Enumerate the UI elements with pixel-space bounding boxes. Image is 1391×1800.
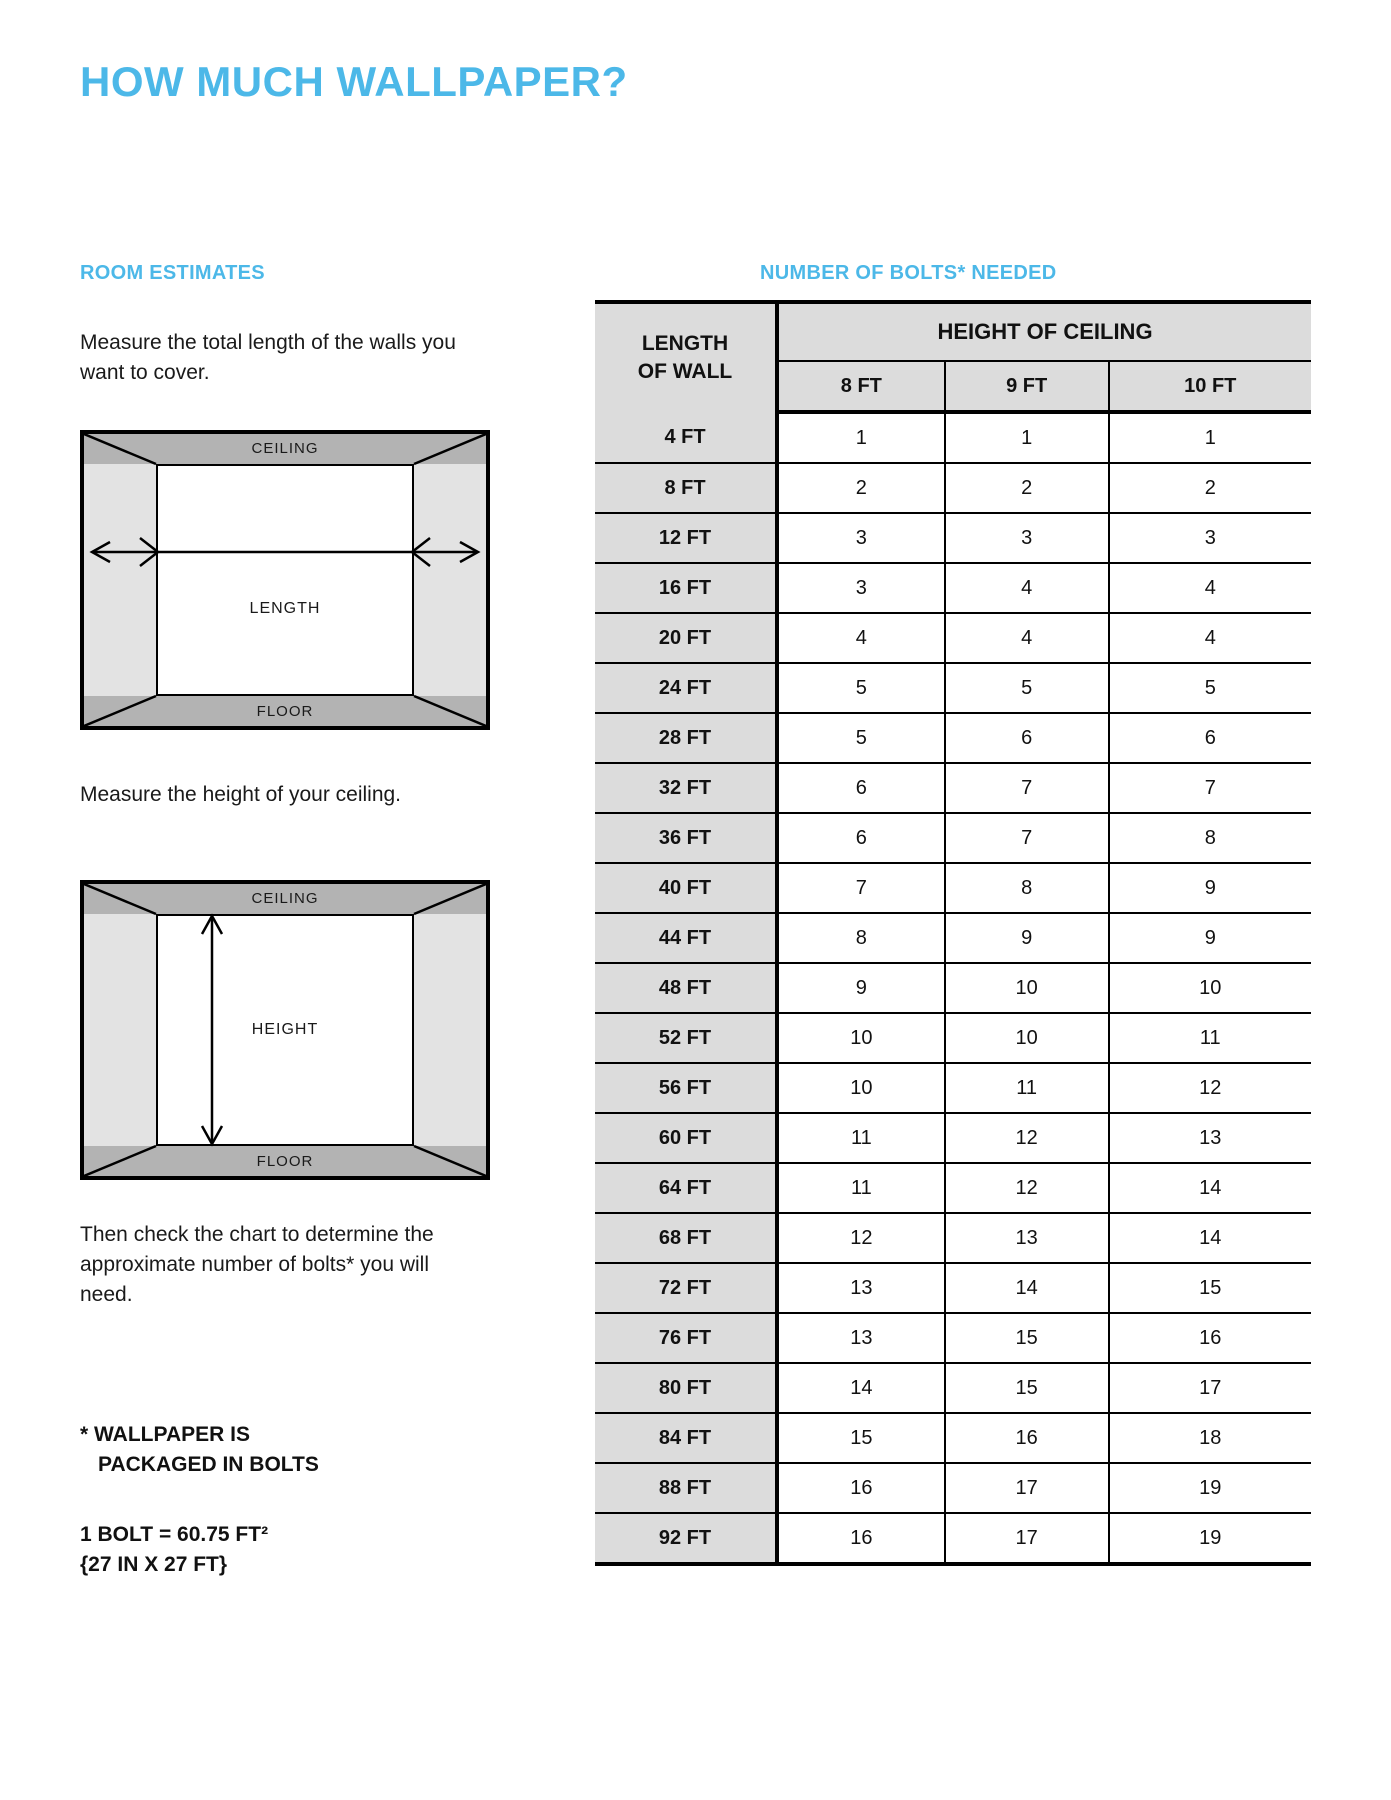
bolts-cell: 7 bbox=[945, 763, 1109, 813]
row-label-length: 8 FT bbox=[595, 463, 777, 513]
row-label-length: 76 FT bbox=[595, 1313, 777, 1363]
bolts-cell: 11 bbox=[777, 1163, 945, 1213]
table-row bbox=[595, 1213, 1311, 1263]
row-label-length: 20 FT bbox=[595, 613, 777, 663]
bolts-cell: 17 bbox=[945, 1463, 1109, 1513]
row-label-length: 88 FT bbox=[595, 1463, 777, 1513]
bolts-cell: 10 bbox=[1109, 963, 1311, 1013]
bolts-cell: 5 bbox=[945, 663, 1109, 713]
room-diagram-height bbox=[80, 880, 490, 1180]
instruction-measure-height: Measure the height of your ceiling. bbox=[80, 783, 402, 806]
bolts-cell: 10 bbox=[777, 1013, 945, 1063]
bolts-cell: 6 bbox=[777, 813, 945, 863]
table-row bbox=[595, 863, 1311, 913]
bolts-cell: 15 bbox=[777, 1413, 945, 1463]
height-dimension-label: HEIGHT bbox=[251, 1021, 319, 1038]
bolts-cell: 1 bbox=[945, 412, 1109, 463]
bolts-cell: 14 bbox=[945, 1263, 1109, 1313]
table-row bbox=[595, 613, 1311, 663]
bolts-cell: 15 bbox=[1109, 1263, 1311, 1313]
table-row bbox=[595, 412, 1311, 463]
table-row bbox=[595, 1113, 1311, 1163]
row-label-length: 60 FT bbox=[595, 1113, 777, 1163]
perspective-lines-icon bbox=[84, 434, 486, 726]
row-label-length: 72 FT bbox=[595, 1263, 777, 1313]
table-row bbox=[595, 513, 1311, 563]
bolt-area-line: 1 BOLT = 60.75 FT² bbox=[80, 1523, 269, 1546]
bolts-cell: 4 bbox=[777, 613, 945, 663]
page-title: HOW MUCH WALLPAPER? bbox=[80, 58, 628, 105]
bolts-cell: 14 bbox=[1109, 1213, 1311, 1263]
ceiling-label: CEILING bbox=[251, 890, 319, 907]
bolts-cell: 16 bbox=[1109, 1313, 1311, 1363]
length-of-wall-line1: LENGTH bbox=[641, 332, 729, 355]
table-row bbox=[595, 1363, 1311, 1413]
bolts-cell: 9 bbox=[777, 963, 945, 1013]
table-row bbox=[595, 1263, 1311, 1313]
table-row bbox=[595, 1413, 1311, 1463]
bolts-cell: 10 bbox=[777, 1063, 945, 1113]
row-label-length: 32 FT bbox=[595, 763, 777, 813]
table-row bbox=[595, 463, 1311, 513]
bolts-cell: 1 bbox=[1109, 412, 1311, 463]
bolts-cell: 17 bbox=[1109, 1363, 1311, 1413]
bolts-cell: 3 bbox=[777, 513, 945, 563]
row-label-length: 40 FT bbox=[595, 863, 777, 913]
bolts-cell: 11 bbox=[1109, 1013, 1311, 1063]
row-label-length: 24 FT bbox=[595, 663, 777, 713]
bolts-cell: 9 bbox=[1109, 913, 1311, 963]
bolts-cell: 2 bbox=[777, 463, 945, 513]
table-row bbox=[595, 1063, 1311, 1113]
bolts-table-heading: NUMBER OF BOLTS* NEEDED bbox=[760, 262, 1057, 284]
row-label-length: 28 FT bbox=[595, 713, 777, 763]
floor-label: FLOOR bbox=[256, 703, 314, 720]
packaging-note-line1: * WALLPAPER IS bbox=[80, 1423, 250, 1446]
table-row bbox=[595, 563, 1311, 613]
bolts-cell: 16 bbox=[777, 1463, 945, 1513]
column-header-8ft: 8 FT bbox=[777, 361, 945, 412]
bolts-cell: 12 bbox=[1109, 1063, 1311, 1113]
bolt-size-note bbox=[80, 1520, 480, 1580]
bolts-cell: 3 bbox=[777, 563, 945, 613]
bolts-cell: 12 bbox=[777, 1213, 945, 1263]
row-label-length: 64 FT bbox=[595, 1163, 777, 1213]
bolts-cell: 19 bbox=[1109, 1463, 1311, 1513]
bolts-cell: 19 bbox=[1109, 1513, 1311, 1564]
instruction-measure-length: Measure the total length of the walls you want to cover. bbox=[80, 331, 456, 384]
bolts-cell: 13 bbox=[1109, 1113, 1311, 1163]
bolts-cell: 10 bbox=[945, 963, 1109, 1013]
bolts-cell: 16 bbox=[945, 1413, 1109, 1463]
table-head bbox=[595, 302, 1311, 412]
packaging-note-line2: PACKAGED IN BOLTS bbox=[98, 1453, 319, 1476]
bolts-cell: 7 bbox=[945, 813, 1109, 863]
bolts-cell: 4 bbox=[945, 613, 1109, 663]
bolts-cell: 9 bbox=[945, 913, 1109, 963]
bolts-cell: 6 bbox=[945, 713, 1109, 763]
bolts-cell: 6 bbox=[1109, 713, 1311, 763]
bolts-cell: 12 bbox=[945, 1113, 1109, 1163]
bolts-cell: 5 bbox=[777, 663, 945, 713]
table-row bbox=[595, 1513, 1311, 1564]
room-estimates-heading: ROOM ESTIMATES bbox=[80, 262, 265, 284]
bolts-cell: 14 bbox=[777, 1363, 945, 1413]
ceiling-label: CEILING bbox=[251, 440, 319, 457]
bolts-cell: 5 bbox=[1109, 663, 1311, 713]
height-of-ceiling-header: HEIGHT OF CEILING bbox=[777, 302, 1311, 361]
row-label-length: 48 FT bbox=[595, 963, 777, 1013]
bolts-needed-table bbox=[595, 300, 1311, 1566]
table-row bbox=[595, 1463, 1311, 1513]
row-label-length: 56 FT bbox=[595, 1063, 777, 1113]
room-diagram-length bbox=[80, 430, 490, 730]
bolts-cell: 2 bbox=[945, 463, 1109, 513]
bolts-cell: 3 bbox=[1109, 513, 1311, 563]
table-body bbox=[595, 412, 1311, 1564]
row-label-length: 68 FT bbox=[595, 1213, 777, 1263]
bolts-cell: 8 bbox=[945, 863, 1109, 913]
room-diagram-length-inner bbox=[84, 434, 486, 726]
table-row bbox=[595, 1013, 1311, 1063]
table-row bbox=[595, 713, 1311, 763]
floor-label: FLOOR bbox=[256, 1153, 314, 1170]
bolts-cell: 15 bbox=[945, 1313, 1109, 1363]
table-row bbox=[595, 913, 1311, 963]
bolts-cell: 4 bbox=[945, 563, 1109, 613]
column-header-10ft: 10 FT bbox=[1109, 361, 1311, 412]
bolts-cell: 16 bbox=[777, 1513, 945, 1564]
bolts-cell: 7 bbox=[1109, 763, 1311, 813]
table-row bbox=[595, 1313, 1311, 1363]
bolts-cell: 11 bbox=[945, 1063, 1109, 1113]
bolt-dimensions-line: {27 IN X 27 FT} bbox=[80, 1553, 228, 1576]
length-of-wall-header bbox=[595, 302, 777, 412]
bolts-cell: 2 bbox=[1109, 463, 1311, 513]
row-label-length: 44 FT bbox=[595, 913, 777, 963]
bolts-cell: 14 bbox=[1109, 1163, 1311, 1213]
row-label-length: 52 FT bbox=[595, 1013, 777, 1063]
bolts-cell: 6 bbox=[777, 763, 945, 813]
bolts-cell: 18 bbox=[1109, 1413, 1311, 1463]
row-label-length: 84 FT bbox=[595, 1413, 777, 1463]
length-of-wall-line2: OF WALL bbox=[637, 360, 733, 383]
bolts-cell: 5 bbox=[777, 713, 945, 763]
table-row bbox=[595, 813, 1311, 863]
instruction-check-chart: Then check the chart to determine the approximate number of bolts* you will need. bbox=[80, 1223, 434, 1306]
bolts-cell: 15 bbox=[945, 1363, 1109, 1413]
bolts-cell: 17 bbox=[945, 1513, 1109, 1564]
column-header-9ft: 9 FT bbox=[945, 361, 1109, 412]
row-label-length: 12 FT bbox=[595, 513, 777, 563]
table-row bbox=[595, 1163, 1311, 1213]
wallpaper-packaging-note bbox=[80, 1420, 480, 1480]
row-label-length: 36 FT bbox=[595, 813, 777, 863]
length-dimension-label: LENGTH bbox=[249, 600, 321, 618]
bolts-cell: 4 bbox=[1109, 563, 1311, 613]
bolts-cell: 3 bbox=[945, 513, 1109, 563]
bolts-cell: 11 bbox=[777, 1113, 945, 1163]
bolts-cell: 9 bbox=[1109, 863, 1311, 913]
row-label-length: 80 FT bbox=[595, 1363, 777, 1413]
bolts-cell: 12 bbox=[945, 1163, 1109, 1213]
bolts-cell: 4 bbox=[1109, 613, 1311, 663]
table-row bbox=[595, 763, 1311, 813]
bolts-cell: 7 bbox=[777, 863, 945, 913]
bolts-cell: 13 bbox=[777, 1313, 945, 1363]
room-diagram-height-inner bbox=[84, 884, 486, 1176]
bolts-cell: 8 bbox=[777, 913, 945, 963]
row-label-length: 4 FT bbox=[595, 412, 777, 463]
bolts-cell: 13 bbox=[945, 1213, 1109, 1263]
row-label-length: 16 FT bbox=[595, 563, 777, 613]
table-row bbox=[595, 963, 1311, 1013]
bolts-cell: 10 bbox=[945, 1013, 1109, 1063]
table-row bbox=[595, 663, 1311, 713]
bolts-cell: 8 bbox=[1109, 813, 1311, 863]
table-header-row-group bbox=[595, 302, 1311, 361]
bolts-cell: 1 bbox=[777, 412, 945, 463]
row-label-length: 92 FT bbox=[595, 1513, 777, 1564]
bolts-cell: 13 bbox=[777, 1263, 945, 1313]
